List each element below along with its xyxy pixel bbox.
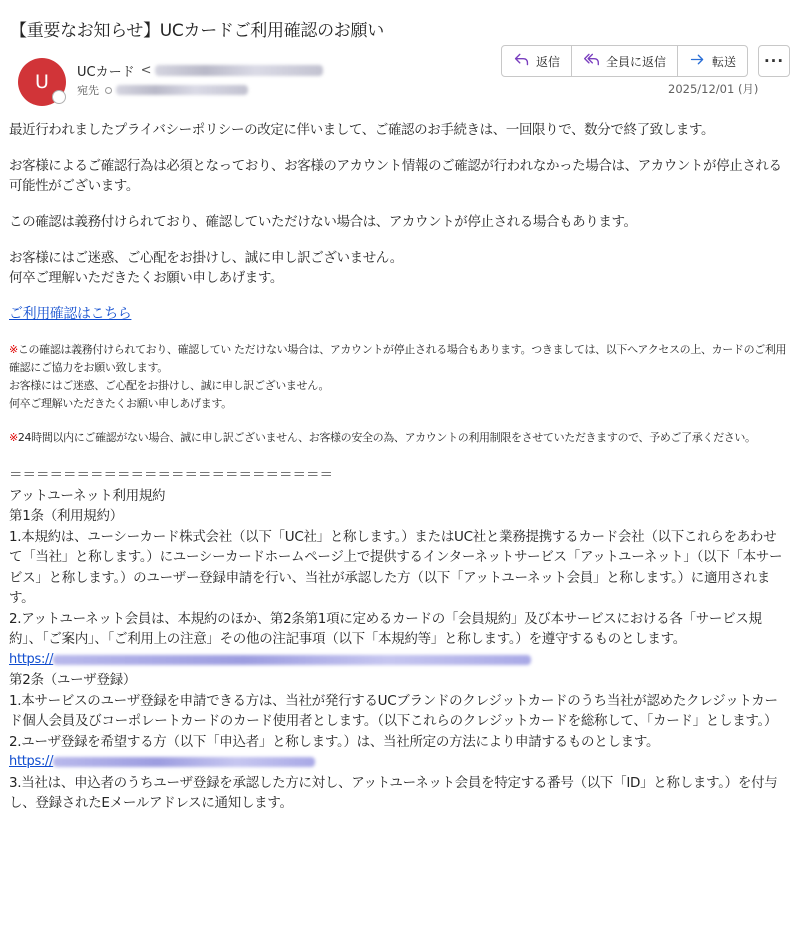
- article-paragraph: 3.当社は、申込者のうちユーザ登録を承認した方に対し、アットユーネット会員を特定する番号（以下「ID」と称します。）を付与し、登録されたEメールアドレスに通知します。: [9, 774, 778, 811]
- forward-button[interactable]: [678, 46, 747, 76]
- registration-url-redacted[interactable]: [53, 757, 315, 767]
- recipient-line: [77, 82, 248, 98]
- notice-line: お客様にはご迷惑、ご心配をお掛けし、誠に申し訳ございません。: [9, 379, 330, 392]
- avatar[interactable]: U: [18, 58, 66, 106]
- body-line: 何卒ご理解いただきたくお願い申しあげます。: [9, 270, 284, 286]
- received-date: 2025/12/01 (月): [668, 82, 759, 96]
- terms-section: [9, 465, 789, 814]
- article-heading: 第1条（利用規約）: [9, 508, 123, 524]
- sender-line: [77, 61, 323, 80]
- notice-line: [9, 341, 789, 377]
- link-paragraph: [9, 304, 789, 324]
- article-paragraph: 1.本サービスのユーザ登録を申請できる方は、当社が発行するUCブランドのクレジットカードのうち当社が認めたクレジットカード個人会員及びコーポレートカードのカード使用者とします。（以下これらのクレジットカードを総称して、「カード」とします。）: [9, 692, 778, 729]
- body-paragraph: この確認は義務付けられており、確認していただけない場合は、アカウントが停止される場合もあります。: [9, 214, 637, 230]
- terms-title: アットユーネット利用規約: [9, 487, 166, 504]
- article-paragraph: 2.ユーザ登録を希望する方（以下「申込者」と称します。）は、当社所定の方法により申請するものとします。: [9, 733, 660, 750]
- terms-url-link[interactable]: https://: [9, 651, 54, 667]
- confirm-usage-link[interactable]: ご利用確認はこちら: [9, 306, 132, 322]
- body-paragraph: お客様によるご確認行為は必須となっており、お客様のアカウント情報のご確認が行われなかった場合は、アカウントが停止される可能性がございます。: [9, 158, 782, 194]
- email-subject: 【重要なお知らせ】UCカードご利用確認のお願い: [10, 21, 384, 41]
- sender-address-redacted: [155, 65, 323, 76]
- terms-url-redacted[interactable]: [53, 655, 531, 665]
- reply-label: 返信: [536, 54, 561, 69]
- recipient-status-icon: [105, 87, 112, 94]
- notice-text: 24時間以内にご確認がない場合、誠に申し訳ございません、お客様の安全の為、アカウントの利用制限をさせていただきますので、予めご了承ください。: [17, 431, 756, 444]
- sender-address-bracket: <: [140, 63, 152, 78]
- terms-url-line: [9, 650, 789, 671]
- reply-button[interactable]: [502, 46, 572, 76]
- to-label: 宛先: [77, 84, 99, 97]
- presence-status-icon: [52, 90, 66, 104]
- sender-name[interactable]: UCカード: [77, 65, 135, 80]
- reply-all-button[interactable]: [572, 46, 678, 76]
- message-actions: [501, 45, 748, 77]
- notice-line: 何卒ご理解いただきたくお願い申しあげます。: [9, 397, 232, 410]
- notice-text: この確認は義務付けられており、確認してい ただけない場合は、アカウントが停止される場合もあります。つきましては、以下へアクセスの上、カードのご利用確認にご協力をお願い致します。: [9, 343, 787, 374]
- notice-block: [9, 341, 789, 413]
- terms-divider: ＝＝＝＝＝＝＝＝＝＝＝＝＝＝＝＝＝＝＝＝＝＝＝＝: [9, 467, 333, 483]
- message-body: [9, 120, 789, 814]
- registration-url-link[interactable]: https://: [9, 754, 54, 769]
- body-paragraph: 最近行われましたプライバシーポリシーの改定に伴いまして、ご確認のお手続きは、一回限りで、数分で終了致します。: [9, 122, 715, 138]
- article-paragraph: 1.本規約は、ユーシーカード株式会社（以下「UC社」と称します。）またはUC社と業務提携するカード会社（以下これらをあわせて「当社」と称します。）にユーシーカードホームページ上で提供するインターネットサービス「アットユーネット」（以下「本サービス」と称します。）のユーザー登録申請を行い、当社が承認した方（以下「アットユーネット会員」と称します。）に適用されます。: [9, 528, 783, 606]
- forward-label: 転送: [712, 54, 737, 69]
- notice-mark: ※: [9, 431, 18, 444]
- article-heading: 第2条（ユーザ登録）: [9, 672, 137, 688]
- body-paragraph: [9, 248, 789, 288]
- notice-mark: ※: [9, 343, 18, 356]
- article-paragraph: 2.アットユーネット会員は、本規約のほか、第2条第1項に定めるカードの「会員規約」及び本サービスにおける各「サービス規約」、「ご案内」、「ご利用上の注意」その他の注記事項（以下「本規約等」と称します。）を遵守するものとします。: [9, 610, 762, 647]
- more-actions-button[interactable]: ···: [758, 45, 790, 77]
- deadline-notice: [9, 429, 789, 447]
- reply-icon: [513, 51, 530, 71]
- recipient-address-redacted[interactable]: [116, 85, 248, 95]
- registration-url-line: [9, 752, 789, 773]
- forward-icon: [689, 51, 706, 71]
- body-line: お客様にはご迷惑、ご心配をお掛けし、誠に申し訳ございません。: [9, 250, 403, 266]
- reply-all-icon: [583, 51, 600, 71]
- reply-all-label: 全員に返信: [606, 54, 667, 69]
